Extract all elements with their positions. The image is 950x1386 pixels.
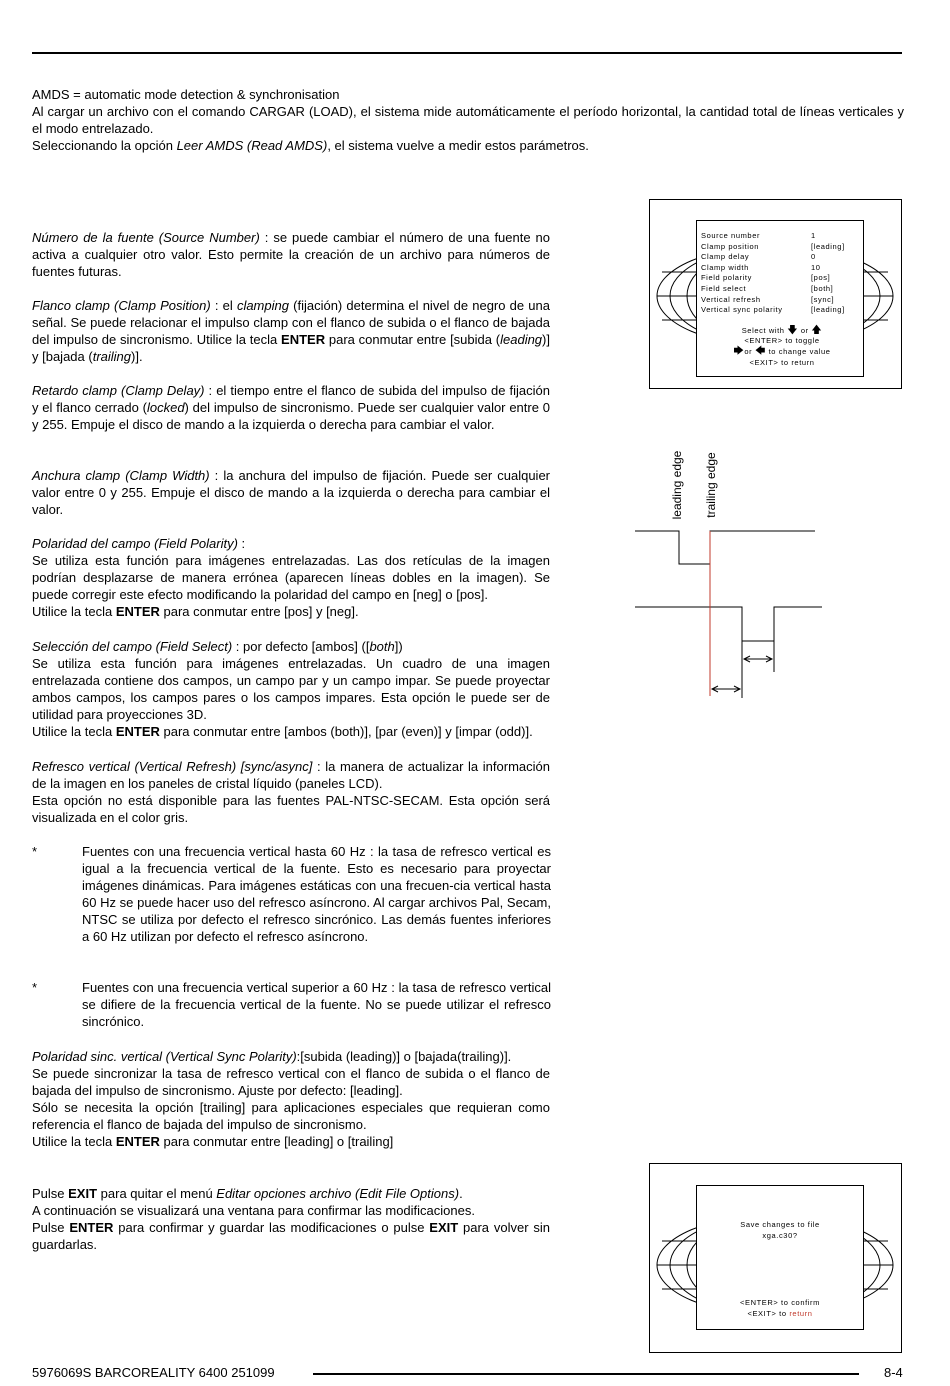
section-text: Utilice la tecla (32, 1134, 116, 1149)
save-exit-hint (697, 1309, 863, 1320)
menu-row[interactable] (701, 231, 863, 242)
intro-line3-italic: Leer AMDS (Read AMDS) (176, 138, 328, 153)
section-text: : la manera de actualizar la información de la imagen en los paneles de cristal líquido (paneles LCD). (32, 759, 550, 791)
menu-screen-frame (649, 199, 902, 389)
menu-hint-toggle: <ENTER> to toggle (744, 336, 820, 346)
section-text: : el (210, 298, 237, 313)
menu-row-value: [pos] (811, 273, 831, 283)
menu-row[interactable] (701, 284, 863, 295)
section-title: Selección del campo (Field Select) (32, 639, 233, 654)
menu-row[interactable] (701, 295, 863, 306)
bullet-text: Fuentes con una frecuencia vertical superior a 60 Hz : la tasa de refresco vertical se difiere de la frecuencia vertical de la fuente. No se puede utilizar el refresco sincrónico. (82, 980, 551, 1029)
footer-rule (313, 1373, 859, 1375)
footer-doc-id: 5976069S BARCOREALITY 6400 251099 (32, 1365, 275, 1380)
section-text: ]) (394, 639, 403, 654)
section-text: Pulse (32, 1186, 69, 1201)
header-rule (32, 52, 902, 54)
menu-row-value: 10 (811, 262, 821, 272)
hint-text: Select with (741, 325, 785, 335)
menu-row-label: Clamp width (701, 262, 749, 272)
section-text: : (237, 536, 246, 551)
menu-row-value: [sync] (811, 294, 835, 304)
section-text: : el tiempo entre el flanco de subida del impulso de fijación y el flanco cerrado ( (32, 383, 550, 415)
enter-key-text: ENTER (115, 724, 160, 739)
exit-key-text: EXIT (68, 1186, 98, 1201)
section-text: )]. (131, 349, 143, 364)
menu-row[interactable] (701, 252, 863, 263)
menu-row[interactable] (701, 273, 863, 284)
menu-row-label: Vertical refresh (701, 294, 761, 304)
section-title: Flanco clamp (Clamp Position) (32, 298, 211, 313)
section-text: Utilice la tecla (32, 724, 116, 739)
arrow-left-icon: 🡄 (754, 345, 766, 357)
section-text: Se utiliza esta función para imágenes entrelazadas. Las dos retículas de la imagen podrían desplazarse de manera errónea (aparecen líneas dobles en la imagen). Se puede corregir este efecto modificando la polaridad del campo en [neg] o [pos]. (32, 553, 550, 602)
menu-hint-select (701, 326, 863, 337)
intro-line3 (32, 137, 904, 154)
section-text: . (459, 1186, 463, 1201)
section-text: A continuación se visualizará una ventana para confirmar las modificaciones. (32, 1203, 475, 1218)
section-text: para quitar el menú (97, 1186, 217, 1201)
section-source-number (32, 229, 550, 280)
menu-row-value: [both] (811, 283, 834, 293)
section-text: trailing (92, 349, 131, 364)
section-title: Retardo clamp (Clamp Delay) (32, 383, 205, 398)
save-dialog-question: Save changes to file (740, 1220, 820, 1229)
section-exit (32, 1185, 550, 1253)
section-text: ) del impulso de sincronismo. Puede ser cualquier valor entre 0 y 255. Empuje el disco de mando a la izquierda o derecha para cambiar el valor. (32, 400, 550, 432)
hint-text: to change value (768, 346, 831, 356)
section-text: para conmutar entre [pos] y [neg]. (159, 604, 359, 619)
arrow-up-icon: 🡅 (811, 324, 823, 336)
menu-row-label: Vertical sync polarity (701, 305, 783, 315)
section-text: : por defecto [ambos] ([ (232, 639, 370, 654)
timing-diagram (630, 520, 830, 705)
intro-line3-b: , el sistema vuelve a medir estos parámetros. (327, 138, 589, 153)
section-clamp-width (32, 467, 550, 518)
section-text: both (369, 639, 395, 654)
section-text: Utilice la tecla (32, 604, 116, 619)
section-text: :[subida (leading)] o [bajada(trailing)]. (296, 1049, 512, 1064)
section-text: Sólo se necesita la opción [trailing] para aplicaciones especiales que requieran como referencia el flanco de bajada del impulso de sincronismo. (32, 1100, 550, 1132)
section-title: Anchura clamp (Clamp Width) (32, 468, 210, 483)
section-text: Editar opciones archivo (Edit File Options) (216, 1186, 460, 1201)
section-field-select (32, 638, 550, 740)
bullet-text: Fuentes con una frecuencia vertical hasta 60 Hz : la tasa de refresco vertical es igual a la frecuencia vertical de la fuente. Esto es necesario para proyectar imágenes dinámicas. Para imágenes estáticas con una frecuen-cia vertical hasta 60 Hz se puede hacer uso del refresco asíncrono. Al cargar archivos Pal, Secam, NTSC se utiliza por defecto el refresco sincrónico. Las demás fuentes inferiores a 60 Hz utilizan por defecto el refresco asíncrono. (82, 844, 551, 944)
menu-row-value: 0 (811, 252, 816, 262)
leading-edge-label-wrap (660, 448, 694, 528)
menu-row-value: 1 (811, 231, 816, 240)
menu-hint-exit: <EXIT> to return (749, 357, 815, 367)
menu-row-label: Source number (701, 231, 761, 240)
save-confirm-hint: <ENTER> to confirm (740, 1298, 820, 1308)
save-screen-frame (649, 1163, 902, 1353)
section-text: locked (146, 400, 185, 415)
menu-row-value: [leading] (811, 305, 845, 315)
section-title: Polaridad del campo (Field Polarity) (32, 536, 238, 551)
section-text: para volver sin guardarlas. (32, 1220, 550, 1252)
section-text: : se puede cambiar el número de una fuente no activa a cualquier otro valor. Esto permite la creación de un archivo para números de fuentes futuras. (32, 230, 551, 279)
hint-text: or (800, 325, 809, 335)
menu-row-value: [leading] (811, 241, 845, 251)
intro-line1: AMDS = automatic mode detection & synchronisation (32, 87, 340, 102)
hint-text: or (744, 346, 753, 356)
intro-line3-a: Seleccionando la opción (32, 138, 177, 153)
menu-row-label: Clamp delay (701, 252, 750, 262)
options-menu (696, 220, 864, 377)
trailing-edge-label: trailing edge (704, 452, 718, 518)
section-vertical-refresh (32, 758, 550, 826)
section-vsync-polarity (32, 1048, 550, 1150)
menu-row-label: Field polarity (701, 273, 752, 283)
section-text: )] y [bajada ( (32, 332, 550, 364)
section-text: para conmutar entre [ambos (both)], [par (even)] y [impar (odd)]. (159, 724, 533, 739)
bullet-marker: * (32, 980, 38, 995)
section-title: Polaridad sinc. vertical (Vertical Sync Polarity) (32, 1049, 297, 1064)
section-text: para conmutar entre [subida ( (325, 332, 501, 347)
section-text: para confirmar y guardar las modificaciones o pulse (113, 1220, 430, 1235)
menu-row[interactable] (701, 305, 863, 316)
trailing-edge-label-wrap (694, 448, 728, 528)
section-text: (fijación) determina el nivel de negro de una señal. Se puede relacionar el impulso clamp con el flanco de subida o el flanco de bajada del impulso de sincronismo. Utilice la tecla (32, 298, 550, 347)
section-text: clamping (236, 298, 289, 313)
enter-key-text: ENTER (69, 1220, 114, 1235)
menu-row[interactable] (701, 242, 863, 253)
section-text: Esta opción no está disponible para las fuentes PAL-NTSC-SECAM. Esta opción será visualizada en el color gris. (32, 793, 550, 825)
section-text: Pulse (32, 1220, 70, 1235)
hint-text: <EXIT> to (747, 1308, 790, 1318)
menu-row-label: Clamp position (701, 241, 760, 251)
section-clamp-delay (32, 382, 550, 433)
section-title: Refresco vertical (Vertical Refresh) [sync/async] (32, 759, 313, 774)
section-text: : la anchura del impulso de fijación. Puede ser cualquier valor entre 0 y 255. Empuje el disco de mando a la izquierda o derecha para cambiar el valor. (32, 468, 550, 517)
section-text: leading (500, 332, 543, 347)
menu-row-label: Field select (701, 283, 747, 293)
section-text: Se utiliza esta función para imágenes entrelazadas. Un cuadro de una imagen entrelazada contiene dos campos, un campo par y un campo impar. Se puede proyectar ambos campos, los campos pares o los campos impares. Esta opción le puede ser de utilidad para proyecciones 3D. (32, 656, 550, 722)
intro-block (32, 86, 904, 154)
return-text: return (789, 1308, 813, 1318)
menu-hint-change (701, 347, 863, 358)
intro-line2: Al cargar un archivo con el comando CARGAR (LOAD), el sistema mide automáticamente el período horizontal, la cantidad total de líneas verticales y el modo entrelazado. (32, 104, 904, 136)
arrow-right-icon: 🡆 (733, 345, 745, 357)
footer-page-number: 8-4 (884, 1365, 903, 1380)
enter-key-text: ENTER (115, 1134, 160, 1149)
arrow-down-icon: 🡇 (787, 324, 799, 336)
bullet-marker: * (32, 844, 38, 859)
save-dialog-filename: xga.c30? (762, 1230, 798, 1240)
section-text: para conmutar entre [leading] o [trailing] (159, 1134, 394, 1149)
leading-edge-label: leading edge (670, 450, 684, 520)
section-text: Se puede sincronizar la tasa de refresco vertical con el flanco de subida o el flanco de bajada del impulso de sincronismo. Ajuste por defecto: [leading]. (32, 1066, 550, 1098)
save-dialog (696, 1185, 864, 1330)
menu-row[interactable] (701, 263, 863, 274)
enter-key-text: ENTER (115, 604, 160, 619)
exit-key-text: EXIT (429, 1220, 459, 1235)
section-clamp-position (32, 297, 550, 365)
section-field-polarity (32, 535, 550, 620)
enter-key-text: ENTER (281, 332, 326, 347)
section-title: Número de la fuente (Source Number) (32, 230, 260, 245)
